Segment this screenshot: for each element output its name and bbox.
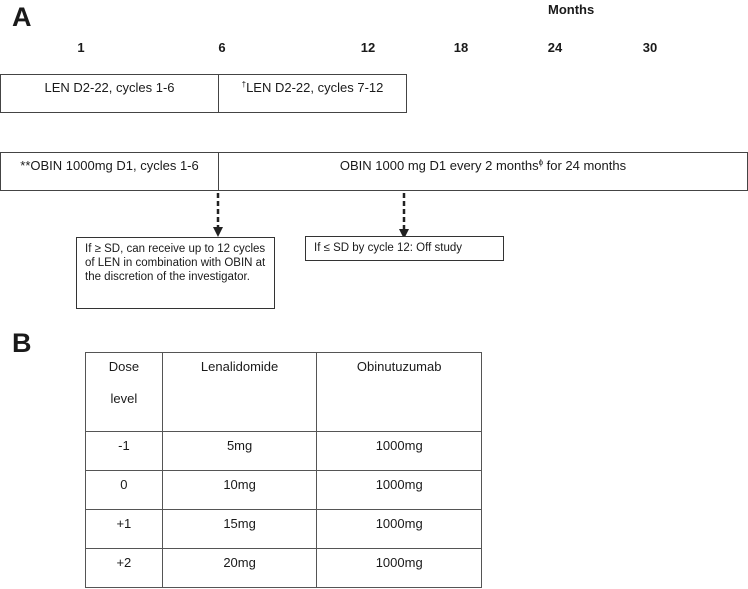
table-row <box>86 549 482 588</box>
dose-level-cell: 0 <box>86 471 163 510</box>
len-cycles-7-12-cell <box>219 75 406 112</box>
len-timeline-bar <box>0 74 407 113</box>
obin-cycles-1-6-cell <box>1 153 219 190</box>
len-cycles-1-6-cell <box>1 75 219 112</box>
dose-level-cell: +1 <box>86 510 163 549</box>
obin-maintenance-cell <box>219 153 747 190</box>
lenalidomide-dose-cell: 20mg <box>162 549 317 588</box>
dagger-footnote-mark: † <box>241 80 247 89</box>
month-tick-18: 18 <box>453 40 469 55</box>
continuation-criteria-note: If ≥ SD, can receive up to 12 cycles of LEN in combination with OBIN at the discretion of the investigator. <box>76 237 275 309</box>
len-cycles-1-6-text: LEN D2-22, cycles 1-6 <box>44 80 175 95</box>
dose-level-cell: -1 <box>86 432 163 471</box>
obin-cycles-1-6-text: **OBIN 1000mg D1, cycles 1-6 <box>20 158 199 173</box>
header-dose-line1: Dose <box>108 359 140 374</box>
dashed-arrow-right <box>396 191 412 241</box>
panel-a-label: A <box>12 2 32 32</box>
table-row <box>86 471 482 510</box>
header-obinutuzumab: Obinutuzumab <box>317 353 482 432</box>
header-dose-level <box>86 353 163 432</box>
lenalidomide-dose-cell: 5mg <box>162 432 317 471</box>
header-dose-line2: level <box>110 391 138 406</box>
month-tick-1: 1 <box>77 40 85 55</box>
dashed-arrow-left <box>210 191 226 239</box>
obinutuzumab-dose-cell: 1000mg <box>317 471 482 510</box>
dose-level-table <box>85 352 482 588</box>
header-lenalidomide: Lenalidomide <box>162 353 317 432</box>
table-row <box>86 510 482 549</box>
table-header-row <box>86 353 482 432</box>
obinutuzumab-dose-cell: 1000mg <box>317 432 482 471</box>
dose-level-cell: +2 <box>86 549 163 588</box>
len-cycles-7-12-text: LEN D2-22, cycles 7-12 <box>246 80 384 95</box>
month-tick-6: 6 <box>218 40 226 55</box>
month-tick-12: 12 <box>360 40 376 55</box>
months-axis-label: Months <box>548 2 595 17</box>
obin-maintenance-duration: for 24 months <box>543 158 627 173</box>
table-row <box>86 432 482 471</box>
obinutuzumab-dose-cell: 1000mg <box>317 510 482 549</box>
phi-footnote-mark: ɸ <box>538 158 543 167</box>
off-study-criteria-note: If ≤ SD by cycle 12: Off study <box>305 236 504 261</box>
obin-timeline-bar <box>0 152 748 191</box>
obin-maintenance-text: OBIN 1000 mg D1 every 2 months <box>339 158 539 173</box>
panel-b-label: B <box>12 328 32 358</box>
lenalidomide-dose-cell: 15mg <box>162 510 317 549</box>
month-tick-30: 30 <box>642 40 658 55</box>
lenalidomide-dose-cell: 10mg <box>162 471 317 510</box>
obinutuzumab-dose-cell: 1000mg <box>317 549 482 588</box>
month-tick-24: 24 <box>547 40 563 55</box>
